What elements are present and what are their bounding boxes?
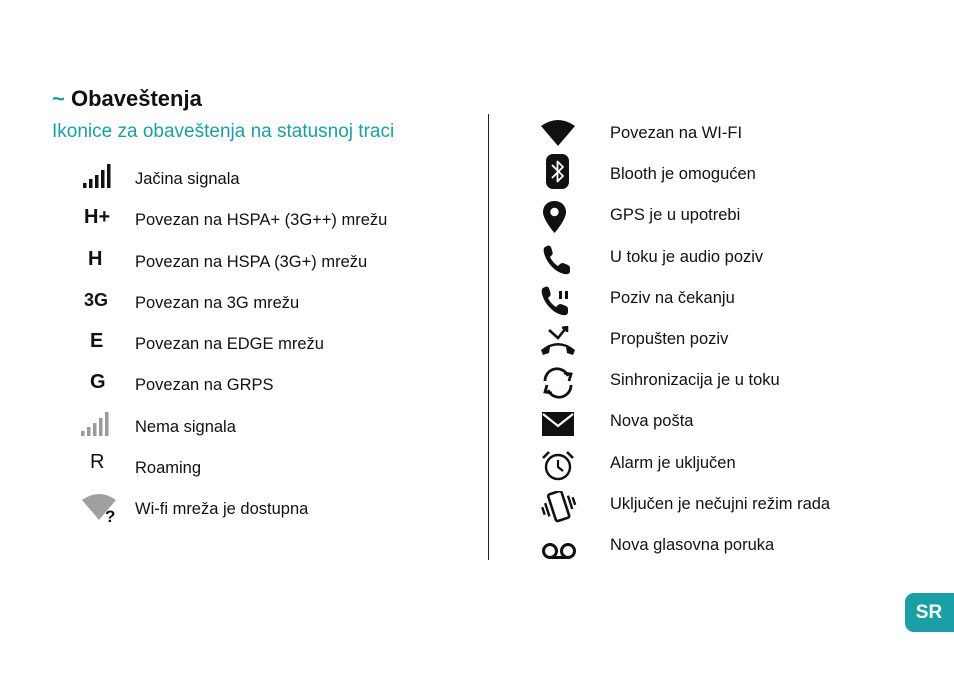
list-item-label: Povezan na WI-FI	[610, 124, 743, 142]
list-item-label: Nema signala	[135, 418, 236, 436]
list-item	[540, 491, 940, 521]
list-item	[540, 285, 940, 315]
list-item	[540, 326, 940, 356]
signal-strength-icon	[80, 164, 120, 194]
list-item-label: Propušten poziv	[610, 330, 729, 348]
title-tilde: ~	[52, 86, 65, 111]
list-item-label: Poziv na čekanju	[610, 289, 735, 307]
list-item-label: Povezan na 3G mrežu	[135, 294, 300, 312]
list-item-label: Wi-fi mreža je dostupna	[135, 500, 309, 518]
list-item	[80, 329, 480, 359]
gprs-icon	[80, 370, 120, 400]
hspa-plus-icon	[80, 205, 120, 235]
list-item	[80, 453, 480, 483]
3g-icon	[80, 288, 120, 318]
list-item	[80, 288, 480, 318]
list-item	[540, 367, 940, 397]
roaming-glyph: R	[90, 451, 105, 473]
section-title	[52, 86, 202, 112]
list-item-label: Povezan na HSPA+ (3G++) mrežu	[135, 211, 388, 229]
list-item	[540, 244, 940, 274]
list-item-label: Povezan na EDGE mrežu	[135, 335, 324, 353]
list-item-label: Roaming	[135, 459, 202, 477]
list-item-label: Jačina signala	[135, 170, 240, 188]
section-subtitle: Ikonice za obaveštenja na statusnoj traci	[52, 121, 395, 142]
list-item	[540, 161, 940, 191]
sync-icon	[540, 367, 580, 397]
phone-call-icon	[540, 244, 580, 274]
column-divider	[488, 114, 489, 560]
hspa-icon	[80, 247, 120, 277]
list-item-label: GPS je u upotrebi	[610, 206, 741, 224]
wifi-connected-icon	[540, 120, 580, 150]
no-signal-icon	[80, 412, 120, 442]
voicemail-icon	[540, 532, 580, 562]
hspa-glyph: H	[88, 248, 103, 270]
list-item	[540, 532, 940, 562]
list-item	[80, 247, 480, 277]
roaming-icon	[80, 453, 120, 483]
list-item-label: Sinhronizacija je u toku	[610, 371, 780, 389]
list-item-label: Povezan na GRPS	[135, 376, 274, 394]
bluetooth-icon	[540, 161, 580, 191]
list-item	[80, 164, 480, 194]
svg-text:?: ?	[105, 507, 116, 524]
alarm-icon	[540, 450, 580, 480]
wifi-available-icon	[80, 494, 120, 524]
list-item	[80, 205, 480, 235]
list-item-label: Nova pošta	[610, 412, 694, 430]
list-item-label: U toku je audio poziv	[610, 248, 764, 266]
list-item-label: Blooth je omogućen	[610, 165, 756, 183]
list-item-label: Povezan na HSPA (3G+) mrežu	[135, 253, 368, 271]
language-badge: SR	[905, 593, 954, 632]
vibrate-icon	[540, 491, 580, 521]
gps-icon	[540, 202, 580, 232]
list-item	[540, 202, 940, 232]
list-item	[80, 412, 480, 442]
3g-glyph: 3G	[84, 290, 109, 310]
list-item-label: Uključen je nečujni režim rada	[610, 495, 831, 513]
list-item	[540, 408, 940, 438]
edge-glyph: E	[90, 330, 104, 352]
gprs-glyph: G	[90, 371, 106, 393]
list-item	[540, 120, 940, 150]
list-item	[80, 494, 480, 524]
list-item-label: Alarm je uključen	[610, 454, 736, 472]
list-item	[80, 370, 480, 400]
mail-icon	[540, 408, 580, 438]
list-item-label: Nova glasovna poruka	[610, 536, 775, 554]
hspa-plus-glyph: H+	[84, 206, 111, 228]
edge-icon	[80, 329, 120, 359]
title-text: Obaveštenja	[70, 86, 202, 111]
list-item	[540, 450, 940, 480]
missed-call-icon	[540, 326, 580, 356]
call-hold-icon	[540, 285, 580, 315]
